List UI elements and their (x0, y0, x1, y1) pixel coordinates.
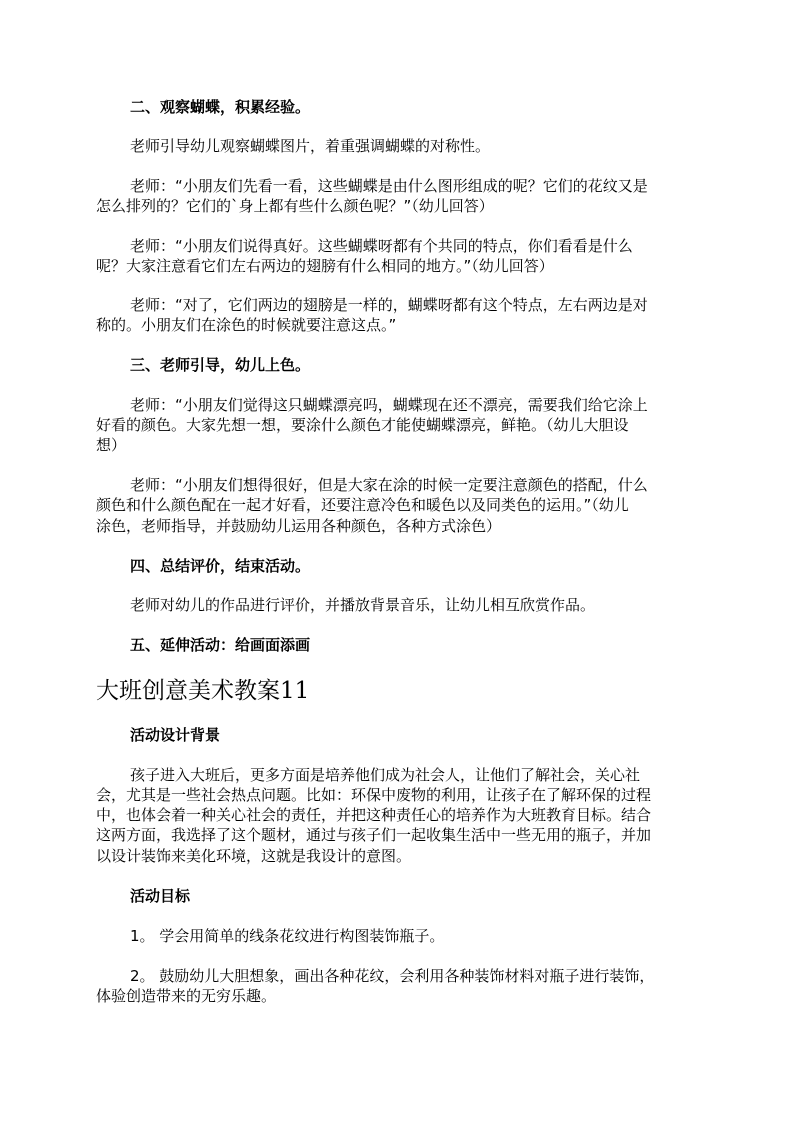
paragraph-line: 老师引导幼儿观察蝴蝶图片，着重强调蝴蝶的对称性。 (130, 137, 491, 155)
section-heading-background: 活动设计背景 (130, 726, 221, 744)
paragraph-line: 老师对幼儿的作品进行评价，并播放背景音乐，让幼儿相互欣赏作品。 (130, 596, 596, 614)
paragraph-line: 涂色，老师指导，并鼓励幼儿运用各种颜色，各种方式涂色） (96, 517, 502, 535)
section-heading-goals: 活动目标 (130, 887, 191, 905)
lesson-title: 大班创意美术教案11 (96, 678, 310, 704)
section-heading-observe: 二、观察蝴蝶，积累经验。 (130, 98, 311, 116)
paragraph-line: 老师：“对了，它们两边的翅膀是一样的，蝴蝶呀都有这个特点，左右两边是对 (130, 296, 648, 314)
paragraph-line: 这两方面，我选择了这个题材，通过与孩子们一起收集生活中一些无用的瓶子，并加 (96, 826, 652, 844)
paragraph-line: 老师：“小朋友们说得真好。这些蝴蝶呀都有个共同的特点，你们看看是什么 (130, 237, 633, 255)
paragraph-line: 怎么排列的？它们的`身上都有些什么颜色呢？”（幼儿回答） (96, 197, 494, 215)
paragraph-line: 称的。小朋友们在涂色的时候就要注意这点。” (96, 316, 397, 334)
paragraph-line: 会，尤其是一些社会热点问题。比如：环保中废物的利用，让孩子在了解环保的过程 (96, 786, 652, 804)
section-heading-extension: 五、延伸活动：给画面添画 (130, 636, 311, 654)
paragraph-line: 想） (96, 436, 127, 454)
paragraph-line: 孩子进入大班后，更多方面是培养他们成为社会人，让他们了解社会，关心社 (130, 766, 641, 784)
paragraph-line: 中，也体会着一种关心社会的责任，并把这种责任心的培养作为大班教育目标。结合 (96, 806, 652, 824)
paragraph-line: 颜色和什么颜色配在一起才好看，还要注意冷色和暖色以及同类色的运用。”（幼儿 (96, 496, 629, 514)
paragraph-line: 好看的颜色。大家先想一想，要涂什么颜色才能使蝴蝶漂亮，鲜艳。（幼儿大胆设 (96, 416, 629, 434)
section-heading-coloring: 三、老师引导，幼儿上色。 (130, 356, 311, 374)
paragraph-line: 以设计装饰来美化环境，这就是我设计的意图。 (96, 847, 412, 865)
paragraph-line: 体验创造带来的无穷乐趣。 (96, 987, 277, 1005)
paragraph-line: 老师：“小朋友们想得很好，但是大家在涂的时候一定要注意颜色的搭配，什么 (130, 476, 648, 494)
paragraph-line: 老师：“小朋友们先看一看，这些蝴蝶是由什么图形组成的呢？它们的花纹又是 (130, 177, 648, 195)
paragraph-line: 老师：“小朋友们觉得这只蝴蝶漂亮吗，蝴蝶现在还不漂亮，需要我们给它涂上 (130, 396, 648, 414)
paragraph-line: 呢？大家注意看它们左右两边的翅膀有什么相同的地方。”（幼儿回答） (96, 257, 554, 275)
list-item: 2。 鼓励幼儿大胆想象，画出各种花纹，会利用各种装饰材料对瓶子进行装饰， (130, 967, 655, 985)
section-heading-summary: 四、总结评价，结束活动。 (130, 557, 311, 575)
list-item: 1。 学会用简单的线条花纹进行构图装饰瓶子。 (130, 927, 445, 945)
